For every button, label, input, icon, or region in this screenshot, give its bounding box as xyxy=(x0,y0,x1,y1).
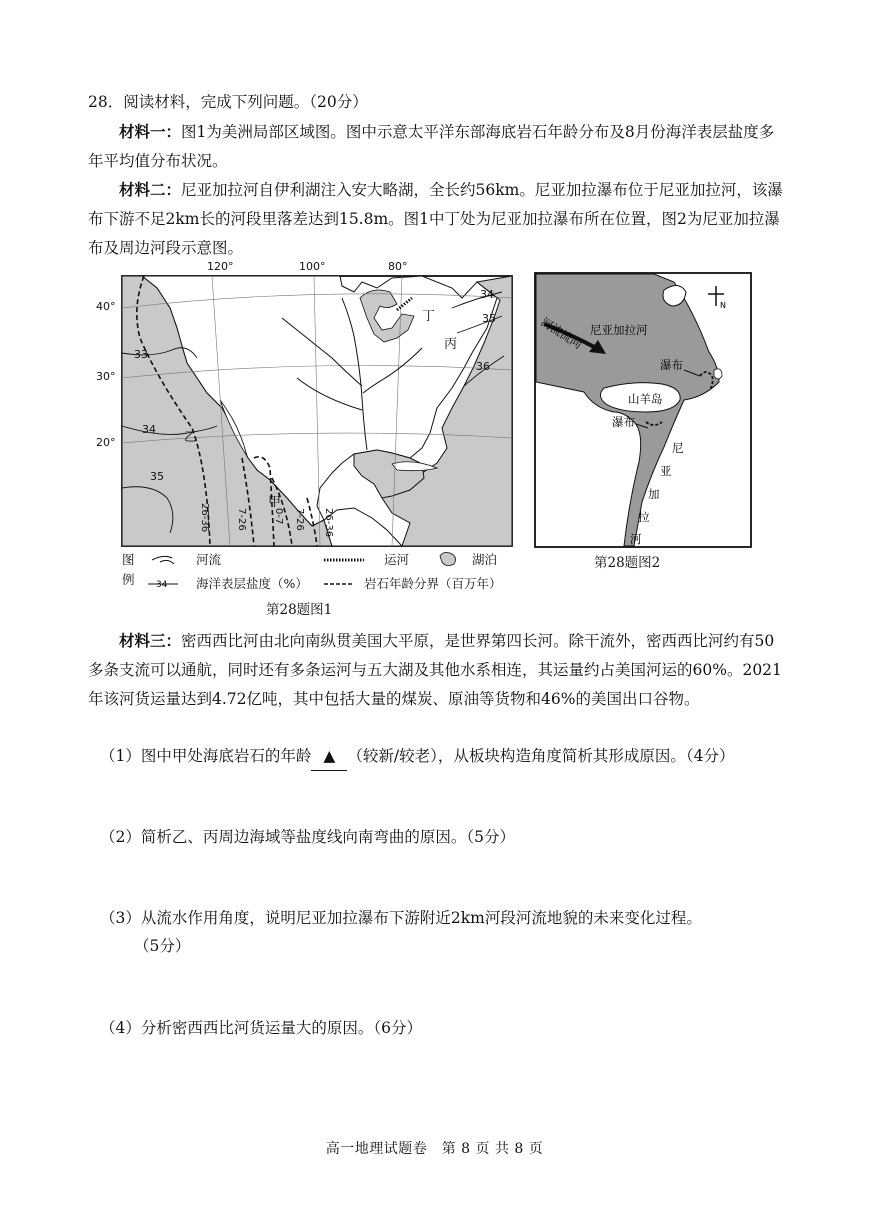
river-name-label: 尼亚加拉河 xyxy=(590,323,648,337)
material-one xyxy=(88,117,783,176)
material-two xyxy=(88,175,783,263)
lat-label-30: 30° xyxy=(96,370,116,383)
material-two-label: 材料二： xyxy=(119,180,182,199)
question-header: 28．阅读材料，完成下列问题。（20分） xyxy=(88,93,368,111)
place-label-jia: 甲 xyxy=(268,495,282,510)
salinity-label-33-pac: 33 xyxy=(134,348,148,361)
falls-rock xyxy=(714,369,722,379)
answer-blank[interactable]: ▲ xyxy=(311,742,347,771)
figure2-caption: 第28题图2 xyxy=(594,555,661,571)
falls-label-lower: 瀑布 xyxy=(612,415,635,429)
legend-isohaline-value: 34 xyxy=(156,580,168,590)
lon-label-120: 120° xyxy=(207,260,234,273)
lower-river-char-1: 尼 xyxy=(672,441,684,455)
material-one-label: 材料一： xyxy=(119,122,182,141)
legend-salinity: 海洋表层盐度（%） xyxy=(196,576,308,591)
place-label-yi: 乙 xyxy=(184,430,198,445)
sub-question-3: （3）从流水作用角度，说明尼亚加拉瀑布下游附近2km河段河流地貌的未来变化过程。 xyxy=(100,909,702,927)
material-two-text: 尼亚加拉河自伊利湖注入安大略湖，全长约56km。尼亚加拉瀑布位于尼亚加拉河，该瀑布下游不足2km长的河段里落差达到15.8m。图1中丁处为尼亚加拉瀑布所在位置，图2为尼亚加拉瀑布及周边河段示意图。 xyxy=(88,181,783,257)
figure1-caption: 第28题图1 xyxy=(266,602,333,618)
material-three-label: 材料三： xyxy=(119,631,182,650)
lon-label-100: 100° xyxy=(299,260,326,273)
material-three-text: 密西西比河由北向南纵贯美国大平原，是世界第四长河。除干流外，密西西比河约有50多条支流可以通航，同时还有多条运河与五大湖及其他水系相连，其运量约占美国河运的60%。2021年该河货运量达到4.72亿吨，其中包括大量的煤炭、原油等货物和46%的美国出口谷物。 xyxy=(88,632,782,708)
legend-river: 河流 xyxy=(196,552,222,567)
age-label-4: 7-26 xyxy=(294,508,305,531)
salinity-label-34-atl: 34 xyxy=(480,288,494,301)
sub-question-2: （2）简析乙、丙周边海域等盐度线向南弯曲的原因。（5分） xyxy=(100,828,515,846)
salinity-label-36-atl: 36 xyxy=(476,360,490,373)
lower-river-char-2: 亚 xyxy=(660,464,672,478)
lat-label-40: 40° xyxy=(96,300,116,313)
age-label-5: 26-36 xyxy=(323,508,334,538)
sub-question-3-score: （5分） xyxy=(134,937,191,955)
age-label-3: 0-7 xyxy=(273,508,284,525)
page-footer: 高一地理试题卷 第 8 页 共 8 页 xyxy=(325,1141,544,1157)
salinity-label-35-pac: 35 xyxy=(150,470,164,483)
place-label-bing: 丙 xyxy=(444,337,458,352)
sub-question-4: （4）分析密西西比河货运量大的原因。（6分） xyxy=(100,1019,422,1037)
legend-title-1: 图 xyxy=(122,552,135,567)
q1-text-b: （较新/较老），从板块构造角度简析其形成原因。（4分） xyxy=(347,747,735,765)
figure2-map xyxy=(534,272,752,548)
q1-text-a: （1）图中甲处海底岩石的年龄 xyxy=(100,747,312,765)
legend-lake-icon xyxy=(440,552,456,565)
legend-age-boundary: 岩石年龄分界（百万年） xyxy=(364,576,502,591)
figure1-map xyxy=(92,258,520,604)
north-label: N xyxy=(720,301,726,310)
legend-canal: 运河 xyxy=(384,552,410,567)
flow-label: 河流流向 xyxy=(538,314,585,352)
lower-river-char-4: 拉 xyxy=(638,510,650,524)
falls-label-upper: 瀑布 xyxy=(660,358,683,372)
lower-river-char-3: 加 xyxy=(648,487,660,501)
legend-lake: 湖泊 xyxy=(472,552,498,567)
sub-question-1 xyxy=(100,742,790,771)
salinity-label-34-pac: 34 xyxy=(142,423,156,436)
place-label-ding: 丁 xyxy=(422,309,436,324)
lon-label-80: 80° xyxy=(388,260,408,273)
legend-river-icon xyxy=(152,556,174,564)
lat-label-20: 20° xyxy=(96,436,116,449)
legend-title-2: 例 xyxy=(122,572,135,587)
material-one-text: 图1为美洲局部区域图。图中示意太平洋东部海底岩石年龄分布及8月份海洋表层盐度多年平均值分布状况。 xyxy=(88,123,775,170)
goat-island-label: 山羊岛 xyxy=(628,392,663,406)
lower-river-char-5: 河 xyxy=(630,532,642,546)
material-three xyxy=(88,626,783,714)
age-label-1: 26-36 xyxy=(199,503,210,533)
age-label-2: 7-26 xyxy=(236,508,247,531)
salinity-label-35-atl: 35 xyxy=(482,312,496,325)
